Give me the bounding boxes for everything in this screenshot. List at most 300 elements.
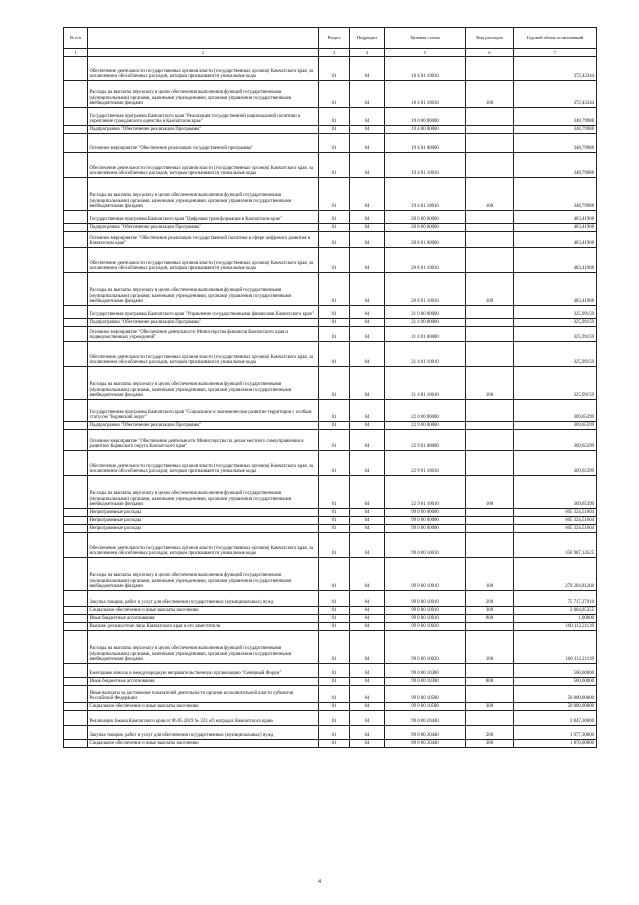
row-subsection-cell: 04: [350, 126, 385, 134]
row-num-cell: [64, 726, 88, 740]
row-num-cell: [64, 153, 88, 178]
row-section-cell: 01: [319, 517, 350, 525]
row-name-cell: Расходы на выплаты персоналу в целях обеспечения выполнения функций государственными (муниципальными) органами, казенными учреждениями, органами управления государственными внебюджетными фондами: [88, 476, 319, 509]
row-amount-cell: 356 987,14525: [514, 533, 597, 558]
row-target-cell: 21 4 01 10010: [385, 342, 466, 367]
row-exptype-cell: [466, 686, 514, 703]
header-subsection: Подраздел: [350, 28, 385, 49]
row-exptype-cell: [466, 533, 514, 558]
row-num-cell: [64, 273, 88, 306]
row-target-cell: 99 0 00 10020: [385, 623, 466, 631]
row-num-cell: [64, 327, 88, 342]
table-row: [64, 686, 597, 703]
row-amount-cell: 325,99159: [514, 306, 597, 319]
table-row: [64, 476, 597, 509]
row-name-cell: Иные бюджетные ассигнования: [88, 615, 319, 623]
row-target-cell: 99 0 00 10010: [385, 607, 466, 615]
row-name-cell: Иные выплаты за достижение показателей деятельности органов исполнительной власти субъектов Российской Федерации: [88, 686, 319, 703]
row-section-cell: 01: [319, 525, 350, 533]
row-subsection-cell: 04: [350, 525, 385, 533]
row-name-cell: Основное мероприятие "Обеспечение реализации государственной политики в сфере цифрового развития в Камчатском крае": [88, 232, 319, 248]
row-amount-cell: 372,43344: [514, 81, 597, 108]
row-name-cell: Высшее должностное лицо Камчатского края и его заместители: [88, 623, 319, 631]
row-name-cell: Подпрограмма "Обеспечение реализации Программы": [88, 319, 319, 327]
row-target-cell: 19 4 01 00000: [385, 134, 466, 153]
row-section-cell: 01: [319, 248, 350, 273]
row-subsection-cell: 04: [350, 591, 385, 607]
row-exptype-cell: [466, 342, 514, 367]
row-exptype-cell: 300: [466, 703, 514, 711]
table-row: [64, 631, 597, 664]
table-row: [64, 306, 597, 319]
row-subsection-cell: 04: [350, 517, 385, 525]
row-exptype-cell: 100: [466, 476, 514, 509]
row-amount-cell: 160 112,21139: [514, 631, 597, 664]
row-name-cell: Обеспечение деятельности государственных органов власти (государственных органов) Камчатского края, за исключением обособленных расходов, которым присваиваются уникальные коды: [88, 342, 319, 367]
row-target-cell: 19 4 01 10010: [385, 178, 466, 211]
row-exptype-cell: [466, 451, 514, 476]
row-name-cell: Расходы на выплаты персоналу в целях обеспечения выполнения функций государственными (муниципальными) органами, казенными учреждениями, органами управления государственными внебюджетными фондами: [88, 367, 319, 400]
row-num-cell: [64, 57, 88, 81]
row-exptype-cell: [466, 248, 514, 273]
row-exptype-cell: 300: [466, 607, 514, 615]
row-amount-cell: 279 204,81260: [514, 558, 597, 591]
row-section-cell: 01: [319, 703, 350, 711]
row-name-cell: Ежегодные взносы в международную неправительственную организацию "Северный Форум": [88, 664, 319, 678]
table-row: [64, 319, 597, 327]
table-row: [64, 623, 597, 631]
row-amount-cell: 2 064,05355: [514, 607, 597, 615]
row-exptype-cell: [466, 224, 514, 232]
row-name-cell: Закупка товаров, работ и услуг для обеспечения государственных (муниципальных) нужд: [88, 726, 319, 740]
row-subsection-cell: 04: [350, 273, 385, 306]
row-target-cell: 99 0 00 10020: [385, 631, 466, 664]
row-exptype-cell: [466, 126, 514, 134]
row-subsection-cell: 04: [350, 81, 385, 108]
row-section-cell: 01: [319, 686, 350, 703]
table-row: [64, 400, 597, 422]
row-name-cell: Социальное обеспечение и иные выплаты населению: [88, 740, 319, 748]
table-row: [64, 81, 597, 108]
table-row: [64, 178, 597, 211]
row-num-cell: [64, 178, 88, 211]
row-subsection-cell: 04: [350, 558, 385, 591]
row-amount-cell: 348,79988: [514, 178, 597, 211]
row-exptype-cell: [466, 211, 514, 224]
row-target-cell: 19 4 01 10010: [385, 153, 466, 178]
row-section-cell: 01: [319, 509, 350, 517]
row-amount-cell: 160 112,21139: [514, 623, 597, 631]
row-amount-cell: 483,41968: [514, 248, 597, 273]
row-exptype-cell: 200: [466, 726, 514, 740]
header-exptype: Вид расходов: [466, 28, 514, 49]
row-num-cell: [64, 306, 88, 319]
table-row: [64, 248, 597, 273]
row-subsection-cell: 04: [350, 248, 385, 273]
row-exptype-cell: 100: [466, 367, 514, 400]
row-subsection-cell: 04: [350, 726, 385, 740]
row-exptype-cell: [466, 153, 514, 178]
row-amount-cell: 50 000,00000: [514, 686, 597, 703]
column-number: 5: [385, 49, 466, 57]
row-name-cell: Подпрограмма "Обеспечение реализации Программы": [88, 224, 319, 232]
row-section-cell: 01: [319, 126, 350, 134]
row-section-cell: 01: [319, 273, 350, 306]
row-section-cell: 01: [319, 711, 350, 726]
row-target-cell: 99 0 00 10380: [385, 664, 466, 678]
row-subsection-cell: 04: [350, 533, 385, 558]
column-number-row: [64, 49, 597, 57]
header-row: [64, 28, 597, 49]
row-exptype-cell: 800: [466, 678, 514, 686]
row-subsection-cell: 04: [350, 211, 385, 224]
page-number: 4: [318, 879, 321, 885]
row-exptype-cell: [466, 664, 514, 678]
row-name-cell: Обеспечение деятельности государственных органов власти (государственных органов) Камчатского края, за исключением обособленных расходов, которым присваиваются уникальные коды: [88, 57, 319, 81]
row-exptype-cell: [466, 232, 514, 248]
row-amount-cell: 325,99159: [514, 367, 597, 400]
row-num-cell: [64, 81, 88, 108]
row-section-cell: 01: [319, 342, 350, 367]
row-section-cell: 01: [319, 178, 350, 211]
row-target-cell: 99 0 00 10580: [385, 686, 466, 703]
row-section-cell: 01: [319, 224, 350, 232]
row-name-cell: Обеспечение деятельности государственных органов власти (государственных органов) Камчатского края, за исключением обособленных расходов, которым присваиваются уникальные коды: [88, 153, 319, 178]
row-name-cell: Расходы на выплаты персоналу в целях обеспечения выполнения функций государственными (муниципальными) органами, казенными учреждениями, органами управления государственными внебюджетными фондами: [88, 558, 319, 591]
row-amount-cell: 325,99159: [514, 319, 597, 327]
row-name-cell: Обеспечение деятельности государственных органов власти (государственных органов) Камчатского края, за исключением обособленных расходов, которым присваиваются уникальные коды: [88, 248, 319, 273]
table-row: [64, 430, 597, 451]
row-num-cell: [64, 711, 88, 726]
row-amount-cell: 348,79988: [514, 108, 597, 126]
column-number: 3: [319, 49, 350, 57]
row-target-cell: 21 4 01 00000: [385, 327, 466, 342]
row-amount-cell: 3 847,30000: [514, 711, 597, 726]
row-name-cell: Закупка товаров, работ и услуг для обеспечения государственных (муниципальных) нужд: [88, 591, 319, 607]
row-exptype-cell: 200: [466, 591, 514, 607]
table-row: [64, 678, 597, 686]
row-amount-cell: 1 870,00000: [514, 740, 597, 748]
row-target-cell: 21 4 00 00000: [385, 319, 466, 327]
column-number: 1: [64, 49, 88, 57]
row-subsection-cell: 04: [350, 178, 385, 211]
row-target-cell: 18 4 01 10010: [385, 57, 466, 81]
table-row: [64, 108, 597, 126]
row-section-cell: 01: [319, 558, 350, 591]
row-amount-cell: 483,41968: [514, 224, 597, 232]
row-exptype-cell: 100: [466, 631, 514, 664]
row-name-cell: Обеспечение деятельности государственных органов власти (государственных органов) Камчатского края, за исключением обособленных расходов, которым присваиваются уникальные коды: [88, 533, 319, 558]
table-row: [64, 126, 597, 134]
row-exptype-cell: [466, 57, 514, 81]
row-subsection-cell: 04: [350, 711, 385, 726]
table-row: [64, 451, 597, 476]
row-exptype-cell: [466, 319, 514, 327]
row-section-cell: 01: [319, 306, 350, 319]
row-target-cell: 19 0 00 00000: [385, 108, 466, 126]
row-section-cell: 01: [319, 367, 350, 400]
column-number: 7: [514, 49, 597, 57]
table-row: [64, 703, 597, 711]
header-target: Целевая статья: [385, 28, 466, 49]
row-num-cell: [64, 430, 88, 451]
column-number: 6: [466, 49, 514, 57]
row-subsection-cell: 04: [350, 422, 385, 430]
row-section-cell: 01: [319, 631, 350, 664]
row-target-cell: 20 8 01 00000: [385, 232, 466, 248]
row-amount-cell: 325,99159: [514, 342, 597, 367]
row-amount-cell: 483,41968: [514, 211, 597, 224]
row-exptype-cell: 300: [466, 740, 514, 748]
row-section-cell: 01: [319, 430, 350, 451]
row-target-cell: 99 0 00 00000: [385, 525, 466, 533]
row-num-cell: [64, 342, 88, 367]
row-amount-cell: 1,00000: [514, 615, 597, 623]
row-num-cell: [64, 451, 88, 476]
table-row: [64, 232, 597, 248]
row-num-cell: [64, 664, 88, 678]
row-amount-cell: 325,99159: [514, 327, 597, 342]
row-target-cell: 19 4 00 00000: [385, 126, 466, 134]
row-num-cell: [64, 319, 88, 327]
row-target-cell: 22 9 01 00000: [385, 430, 466, 451]
row-name-cell: Социальное обеспечение и иные выплаты населению: [88, 703, 319, 711]
row-target-cell: 22 9 01 10010: [385, 476, 466, 509]
row-exptype-cell: [466, 108, 514, 126]
row-subsection-cell: 04: [350, 224, 385, 232]
row-section-cell: 01: [319, 615, 350, 623]
row-exptype-cell: [466, 517, 514, 525]
row-section-cell: 01: [319, 726, 350, 740]
row-section-cell: 01: [319, 664, 350, 678]
row-subsection-cell: 04: [350, 430, 385, 451]
row-amount-cell: 483,41968: [514, 232, 597, 248]
row-num-cell: [64, 703, 88, 711]
row-num-cell: [64, 232, 88, 248]
row-target-cell: 18 4 01 10010: [385, 81, 466, 108]
row-exptype-cell: [466, 400, 514, 422]
table-row: [64, 57, 597, 81]
row-name-cell: Социальное обеспечение и иные выплаты населению: [88, 607, 319, 615]
table-row: [64, 711, 597, 726]
row-amount-cell: 1 977,30000: [514, 726, 597, 740]
row-num-cell: [64, 740, 88, 748]
row-exptype-cell: [466, 711, 514, 726]
column-number: 4: [350, 49, 385, 57]
row-name-cell: Иные бюджетные ассигнования: [88, 678, 319, 686]
row-num-cell: [64, 126, 88, 134]
row-exptype-cell: [466, 430, 514, 451]
row-target-cell: 20 0 00 00000: [385, 211, 466, 224]
row-subsection-cell: 04: [350, 134, 385, 153]
row-subsection-cell: 04: [350, 740, 385, 748]
row-section-cell: 01: [319, 108, 350, 126]
row-section-cell: 01: [319, 623, 350, 631]
row-section-cell: 01: [319, 327, 350, 342]
row-num-cell: [64, 678, 88, 686]
row-amount-cell: 605 324,51604: [514, 525, 597, 533]
row-subsection-cell: 04: [350, 57, 385, 81]
row-exptype-cell: 100: [466, 273, 514, 306]
row-name-cell: Государственная программа Камчатского края "Управление государственными финансами Камчатского края": [88, 306, 319, 319]
row-num-cell: [64, 558, 88, 591]
row-num-cell: [64, 615, 88, 623]
row-section-cell: 01: [319, 451, 350, 476]
row-target-cell: 20 8 01 10010: [385, 248, 466, 273]
row-target-cell: 22 0 00 00000: [385, 400, 466, 422]
row-section-cell: 01: [319, 319, 350, 327]
table-row: [64, 607, 597, 615]
row-target-cell: 99 0 00 10380: [385, 678, 466, 686]
row-name-cell: Непрограммные расходы: [88, 517, 319, 525]
budget-table: [63, 27, 597, 748]
row-name-cell: Основное мероприятие "Обеспечение деятельности Министерства финансов Камчатского края и подведомственных учреждений": [88, 327, 319, 342]
row-amount-cell: 348,79988: [514, 153, 597, 178]
table-row: [64, 533, 597, 558]
row-subsection-cell: 04: [350, 615, 385, 623]
table-row: [64, 509, 597, 517]
row-name-cell: Расходы на выплаты персоналу в целях обеспечения выполнения функций государственными (муниципальными) органами, казенными учреждениями, органами управления государственными внебюджетными фондами: [88, 81, 319, 108]
row-name-cell: Основное мероприятие "Обеспечение деятельности Министерства по делам местного самоуправления и развитию Корякского округа Камчатского края": [88, 430, 319, 451]
row-num-cell: [64, 422, 88, 430]
row-amount-cell: 348,79988: [514, 134, 597, 153]
row-target-cell: 21 4 01 10010: [385, 367, 466, 400]
row-subsection-cell: 04: [350, 108, 385, 126]
table-row: [64, 517, 597, 525]
row-amount-cell: 75 717,27910: [514, 591, 597, 607]
row-amount-cell: 605 324,51604: [514, 509, 597, 517]
row-section-cell: 01: [319, 153, 350, 178]
row-num-cell: [64, 134, 88, 153]
row-subsection-cell: 04: [350, 342, 385, 367]
row-num-cell: [64, 525, 88, 533]
row-amount-cell: 560,60000: [514, 678, 597, 686]
row-section-cell: 01: [319, 740, 350, 748]
row-subsection-cell: 04: [350, 664, 385, 678]
row-amount-cell: 369,65399: [514, 422, 597, 430]
row-target-cell: 20 8 00 00000: [385, 224, 466, 232]
table-row: [64, 327, 597, 342]
row-num-cell: [64, 517, 88, 525]
table-row: [64, 664, 597, 678]
row-name-cell: Основное мероприятие "Обеспечение реализации государственной программы": [88, 134, 319, 153]
row-target-cell: 99 0 00 20440: [385, 726, 466, 740]
row-amount-cell: 372,43344: [514, 57, 597, 81]
table-row: [64, 134, 597, 153]
row-target-cell: 99 0 00 10580: [385, 703, 466, 711]
row-subsection-cell: 04: [350, 367, 385, 400]
row-num-cell: [64, 476, 88, 509]
row-target-cell: 22 9 01 10010: [385, 451, 466, 476]
row-target-cell: 99 0 00 20440: [385, 740, 466, 748]
row-target-cell: 99 0 00 10010: [385, 558, 466, 591]
row-exptype-cell: [466, 134, 514, 153]
row-exptype-cell: [466, 306, 514, 319]
row-target-cell: 99 0 00 10010: [385, 591, 466, 607]
row-subsection-cell: 04: [350, 451, 385, 476]
row-amount-cell: 348,79988: [514, 126, 597, 134]
row-name-cell: Непрограммные расходы: [88, 525, 319, 533]
row-exptype-cell: [466, 422, 514, 430]
row-section-cell: 01: [319, 476, 350, 509]
row-section-cell: 01: [319, 533, 350, 558]
row-num-cell: [64, 533, 88, 558]
row-name-cell: Государственная программа Камчатского края "Цифровая трансформация в Камчатском крае": [88, 211, 319, 224]
row-name-cell: Реализация Закона Камчатского края от 06.05.2019 № 323 «О наградах Камчатского края»: [88, 711, 319, 726]
row-target-cell: 99 0 00 10010: [385, 615, 466, 623]
row-num-cell: [64, 607, 88, 615]
row-section-cell: 01: [319, 57, 350, 81]
row-exptype-cell: [466, 327, 514, 342]
header-section: Раздел: [319, 28, 350, 49]
row-subsection-cell: 04: [350, 327, 385, 342]
row-num-cell: [64, 631, 88, 664]
row-name-cell: Обеспечение деятельности государственных органов власти (государственных органов) Камчатского края, за исключением обособленных расходов, которым присваиваются уникальные коды: [88, 451, 319, 476]
row-subsection-cell: 04: [350, 400, 385, 422]
table-row: [64, 224, 597, 232]
row-num-cell: [64, 211, 88, 224]
row-num-cell: [64, 509, 88, 517]
row-subsection-cell: 04: [350, 306, 385, 319]
row-exptype-cell: 800: [466, 615, 514, 623]
row-subsection-cell: 04: [350, 703, 385, 711]
row-section-cell: 01: [319, 678, 350, 686]
table-row: [64, 422, 597, 430]
row-exptype-cell: 100: [466, 558, 514, 591]
row-subsection-cell: 04: [350, 476, 385, 509]
row-subsection-cell: 04: [350, 607, 385, 615]
row-amount-cell: 369,65399: [514, 451, 597, 476]
header-amount: Годовой объем ассигнований: [514, 28, 597, 49]
row-target-cell: 99 0 00 10010: [385, 533, 466, 558]
table-row: [64, 273, 597, 306]
row-name-cell: Государственная программа Камчатского края "Социальное и экономическое развитие территории с особым статусом "Корякский округ": [88, 400, 319, 422]
row-num-cell: [64, 248, 88, 273]
row-name-cell: Расходы на выплаты персоналу в целях обеспечения выполнения функций государственными (муниципальными) органами, казенными учреждениями, органами управления государственными внебюджетными фондами: [88, 178, 319, 211]
table-row: [64, 740, 597, 748]
row-subsection-cell: 04: [350, 631, 385, 664]
row-section-cell: 01: [319, 211, 350, 224]
row-name-cell: Подпрограмма "Обеспечение реализации Программы": [88, 126, 319, 134]
row-section-cell: 01: [319, 591, 350, 607]
row-name-cell: Государственная программа Камчатского края "Реализация государственной национальной политики и укрепление гражданского единства в Камчатском крае": [88, 108, 319, 126]
row-name-cell: Подпрограмма "Обеспечение реализации Программы": [88, 422, 319, 430]
row-amount-cell: 483,41968: [514, 273, 597, 306]
row-num-cell: [64, 224, 88, 232]
row-num-cell: [64, 591, 88, 607]
row-subsection-cell: 04: [350, 232, 385, 248]
row-amount-cell: 605 324,51604: [514, 517, 597, 525]
row-section-cell: 01: [319, 400, 350, 422]
row-name-cell: Непрограммные расходы: [88, 509, 319, 517]
row-num-cell: [64, 623, 88, 631]
row-exptype-cell: [466, 623, 514, 631]
table-row: [64, 726, 597, 740]
row-exptype-cell: 100: [466, 81, 514, 108]
row-amount-cell: 369,65399: [514, 476, 597, 509]
row-target-cell: 99 0 00 00000: [385, 509, 466, 517]
row-target-cell: 21 0 00 00000: [385, 306, 466, 319]
header-name: [88, 28, 319, 49]
table-row: [64, 367, 597, 400]
row-exptype-cell: 100: [466, 178, 514, 211]
row-num-cell: [64, 367, 88, 400]
row-name-cell: Расходы на выплаты персоналу в целях обеспечения выполнения функций государственными (муниципальными) органами, казенными учреждениями, органами управления государственными внебюджетными фондами: [88, 631, 319, 664]
row-subsection-cell: 04: [350, 153, 385, 178]
row-subsection-cell: 04: [350, 319, 385, 327]
row-subsection-cell: 04: [350, 623, 385, 631]
row-amount-cell: 369,65399: [514, 430, 597, 451]
